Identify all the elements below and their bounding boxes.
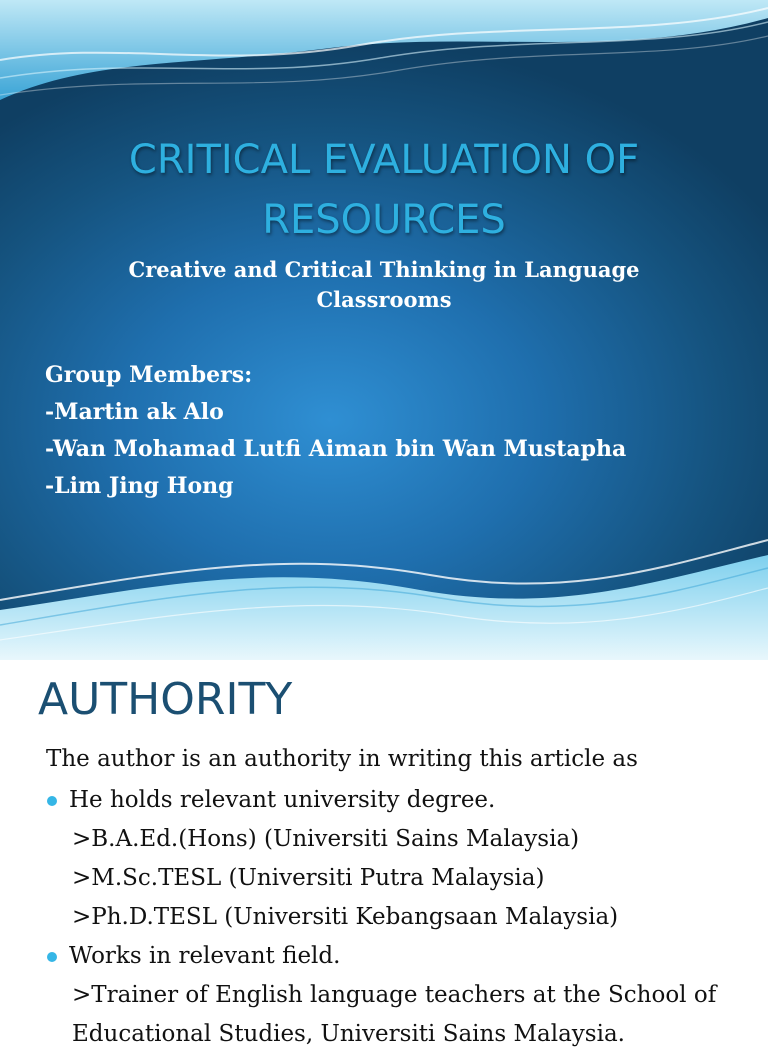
bullet-text: He holds relevant university degree. xyxy=(69,787,496,813)
intro-text: The author is an authority in writing this article as xyxy=(46,746,638,772)
members-heading: Group Members: xyxy=(45,362,253,388)
bullet-icon xyxy=(47,952,57,962)
subtitle-line-2: Classrooms xyxy=(316,287,452,312)
authority-slide xyxy=(0,660,768,1047)
degree-item: >B.A.Ed.(Hons) (Universiti Sains Malaysia) xyxy=(72,826,580,852)
group-members xyxy=(45,357,745,505)
member-item: -Lim Jing Hong xyxy=(45,473,234,499)
trainer-item-continued: Educational Studies, Universiti Sains Malaysia. xyxy=(72,1021,625,1047)
degree-item: >M.Sc.TESL (Universiti Putra Malaysia) xyxy=(72,865,545,891)
degree-item: >Ph.D.TESL (Universiti Kebangsaan Malaysia) xyxy=(72,904,619,930)
title-line-2: RESOURCES xyxy=(262,197,506,243)
list-item xyxy=(0,937,768,976)
member-item: -Martin ak Alo xyxy=(45,399,224,425)
bullet-text: Works in relevant field. xyxy=(69,943,341,969)
slide-subtitle xyxy=(60,255,708,315)
slide-title xyxy=(60,130,708,250)
member-item: -Wan Mohamad Lutfi Aiman bin Wan Mustapha xyxy=(45,436,627,462)
slide-heading: AUTHORITY xyxy=(38,674,293,725)
subtitle-line-1: Creative and Critical Thinking in Language xyxy=(128,257,640,282)
trainer-item: >Trainer of English language teachers at the School of xyxy=(72,982,717,1008)
bullet-icon xyxy=(47,796,57,806)
list-item xyxy=(0,781,768,820)
authority-list xyxy=(0,781,768,1054)
title-line-1: CRITICAL EVALUATION OF xyxy=(128,137,640,183)
